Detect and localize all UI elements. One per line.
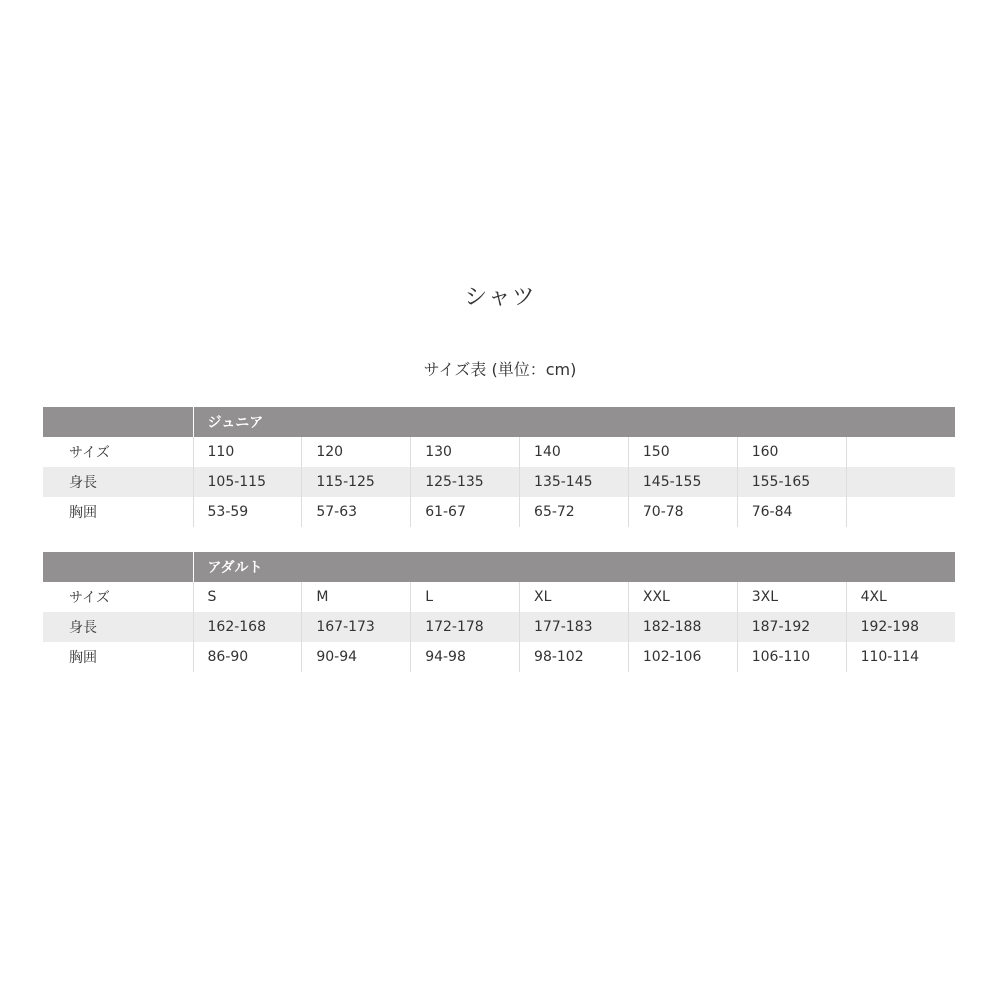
table-cell: 115-125: [302, 467, 411, 497]
table-cell: [846, 467, 955, 497]
table-cell: 177-183: [520, 612, 629, 642]
row-label-height: 身長: [43, 467, 193, 497]
adult-size-table: [43, 552, 955, 672]
junior-row-size: [43, 437, 955, 467]
header-spacer: [43, 407, 193, 437]
header-spacer: [43, 552, 193, 582]
table-cell: 167-173: [302, 612, 411, 642]
table-cell: M: [302, 582, 411, 612]
table-cell: 150: [628, 437, 737, 467]
table-cell: 120: [302, 437, 411, 467]
junior-size-table: [43, 407, 955, 527]
table-cell: 155-165: [737, 467, 846, 497]
table-cell: 125-135: [411, 467, 520, 497]
table-cell: 86-90: [193, 642, 302, 672]
row-label-size: サイズ: [43, 582, 193, 612]
table-cell: 182-188: [628, 612, 737, 642]
row-label-chest: 胸囲: [43, 497, 193, 527]
table-cell: 3XL: [737, 582, 846, 612]
table-cell: XL: [520, 582, 629, 612]
adult-header-row: [43, 552, 955, 582]
table-cell: XXL: [628, 582, 737, 612]
table-cell: 187-192: [737, 612, 846, 642]
table-cell: 61-67: [411, 497, 520, 527]
table-cell: 192-198: [846, 612, 955, 642]
table-cell: 76-84: [737, 497, 846, 527]
table-cell: 110: [193, 437, 302, 467]
table-cell: 130: [411, 437, 520, 467]
adult-row-size: [43, 582, 955, 612]
table-cell: 135-145: [520, 467, 629, 497]
table-cell: 162-168: [193, 612, 302, 642]
adult-row-chest: [43, 642, 955, 672]
table-cell: 160: [737, 437, 846, 467]
row-label-size: サイズ: [43, 437, 193, 467]
junior-header-row: [43, 407, 955, 437]
table-cell: 105-115: [193, 467, 302, 497]
table-cell: 57-63: [302, 497, 411, 527]
table-cell: 70-78: [628, 497, 737, 527]
table-cell: [846, 437, 955, 467]
adult-row-height: [43, 612, 955, 642]
table-cell: [846, 497, 955, 527]
size-table-caption: サイズ表 (単位：cm): [423, 360, 577, 379]
table-cell: 102-106: [628, 642, 737, 672]
table-cell: 53-59: [193, 497, 302, 527]
table-cell: 110-114: [860, 649, 920, 665]
junior-header: ジュニア: [193, 407, 955, 437]
page-title: シャツ: [464, 284, 536, 310]
table-cell: 145-155: [628, 467, 737, 497]
junior-row-height: [43, 467, 955, 497]
table-cell: 90-94: [302, 642, 411, 672]
table-cell: 94-98: [411, 642, 520, 672]
table-cell: S: [193, 582, 302, 612]
table-cell: 65-72: [520, 497, 629, 527]
row-label-chest: 胸囲: [43, 642, 193, 672]
adult-header: アダルト: [193, 552, 955, 582]
junior-row-chest: [43, 497, 955, 527]
table-cell: 140: [520, 437, 629, 467]
table-cell: 4XL: [860, 589, 887, 605]
row-label-height: 身長: [43, 612, 193, 642]
table-cell: 106-110: [737, 642, 846, 672]
table-cell: 172-178: [411, 612, 520, 642]
table-cell: L: [411, 582, 520, 612]
table-cell: 98-102: [520, 642, 629, 672]
